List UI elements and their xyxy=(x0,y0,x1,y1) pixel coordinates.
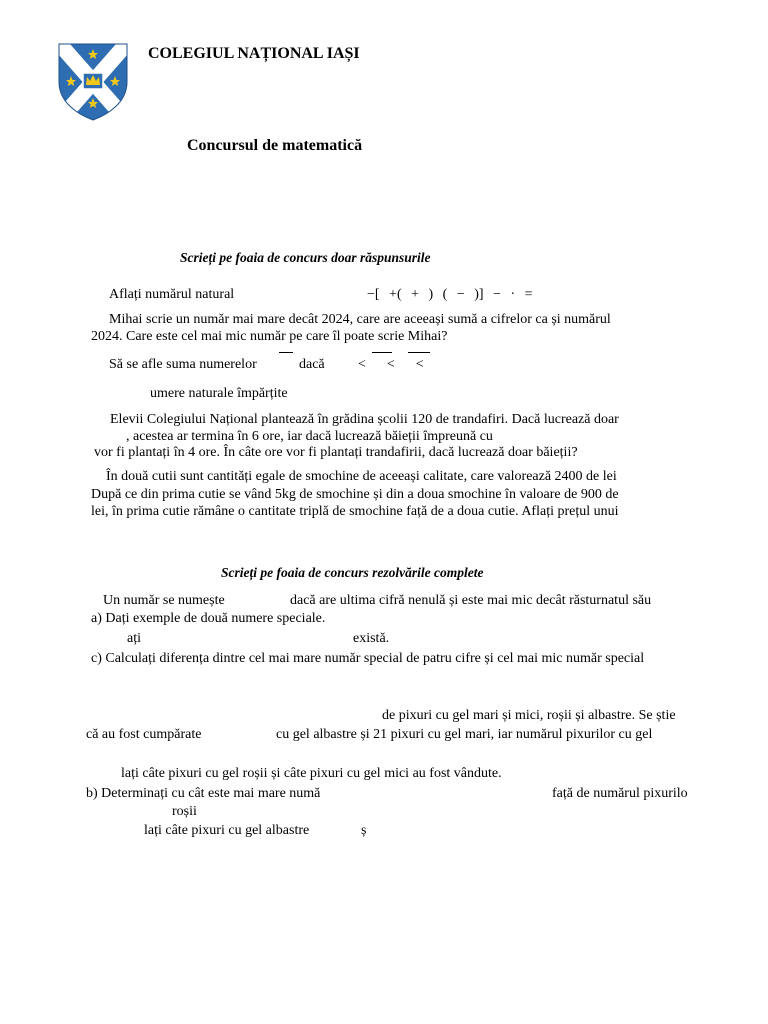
s2-p2-line2b: cu gel albastre și 21 pixuri cu gel mari, iar numărul pixurilor cu gel xyxy=(276,727,653,742)
section2-heading: Scrieți pe foaia de concurs rezolvările complete xyxy=(221,565,484,580)
section1-heading: Scrieți pe foaia de concurs doar răspunsurile xyxy=(180,250,431,265)
s2-p2-line3: lați câte pixuri cu gel roșii și câte pixuri cu gel mici au fost vândute. xyxy=(121,766,502,781)
s1-p4-line3: vor fi plantați în 4 ore. În câte ore vor fi plantați trandafirii, dacă lucrează doar băieții? xyxy=(94,445,578,460)
s1-p3-ineq: < < < xyxy=(358,357,424,372)
s1-p3-line2: umere naturale împărțite xyxy=(150,386,288,401)
school-crest xyxy=(57,42,129,122)
s1-p4-line2: , acestea ar termina în 6 ore, iar dacă lucrează băieții împreună cu xyxy=(126,429,493,444)
s1-p1-text: Aflați numărul natural xyxy=(109,287,235,302)
s1-p5-line3: lei, în prima cutie rămâne o cantitate triplă de smochine față de a doua cutie. Aflați prețul unui xyxy=(91,504,619,519)
s1-p4-line1: Elevii Colegiului Național plantează în grădina școlii 120 de trandafiri. Dacă lucrează doar xyxy=(110,412,619,427)
s2-p1-line4: c) Calculați diferența dintre cel mai mare număr special de patru cifre și cel mai mic număr special xyxy=(91,651,645,666)
s2-p1-line2: a) Dați exemple de două numere speciale. xyxy=(91,611,326,626)
s1-p1-formula: −[ +( + ) ( − )] − · = xyxy=(367,287,533,302)
s1-p2-line1: Mihai scrie un număr mai mare decât 2024, care are aceeași sumă a cifrelor ca și numărul xyxy=(109,312,611,327)
s2-p2-line6a: lați câte pixuri cu gel albastre xyxy=(144,823,310,838)
s2-p2-line4b: față de numărul pixurilo xyxy=(552,786,688,801)
s2-p2-line6b: ș xyxy=(361,823,367,838)
overline-mark xyxy=(372,352,392,353)
s2-p1-line1b: dacă are ultima cifră nenulă și este mai mic decât răsturnatul său xyxy=(290,593,652,608)
overline-mark xyxy=(279,352,293,353)
s2-p1-line3a: ați xyxy=(127,631,141,646)
s1-p5-line2: După ce din prima cutie se vând 5kg de smochine și din a doua smochine în valoare de 900 de xyxy=(91,487,619,502)
s2-p2-line1: de pixuri cu gel mari și mici, roșii și albastre. Se știe xyxy=(382,708,676,723)
s2-p1-line1a: Un număr se numește xyxy=(103,593,225,608)
s2-p2-line4a: b) Determinați cu cât este mai mare numă xyxy=(86,786,321,801)
contest-title: Concursul de matematică xyxy=(187,137,363,154)
school-name: COLEGIUL NAȚIONAL IAȘI xyxy=(148,45,360,62)
s1-p3-line1b: dacă xyxy=(299,357,325,372)
s1-p3-line1a: Să se afle suma numerelor xyxy=(109,357,257,372)
s2-p2-line5: roșii xyxy=(172,804,197,819)
s2-p1-line3b: există. xyxy=(353,631,390,646)
crest-shield-icon xyxy=(57,42,129,122)
s1-p5-line1: În două cutii sunt cantități egale de smochine de aceeași calitate, care valorează 2400 de lei xyxy=(106,469,617,484)
s1-p2-line2: 2024. Care este cel mai mic număr pe care îl poate scrie Mihai? xyxy=(91,329,448,344)
overline-mark xyxy=(408,352,430,353)
s2-p2-line2a: că au fost cumpărate xyxy=(86,727,202,742)
